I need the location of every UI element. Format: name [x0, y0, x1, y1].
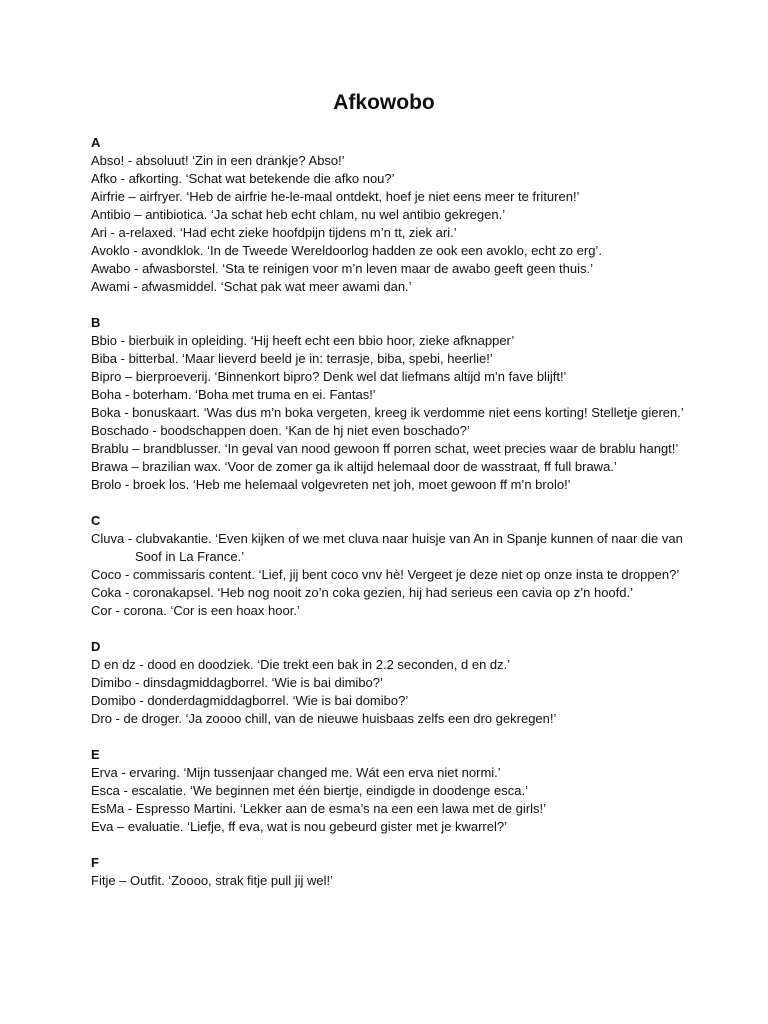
glossary-entry: Domibo - donderdagmiddagborrel. ‘Wie is bai domibo?’ — [91, 693, 409, 708]
glossary-entry: Ari - a-relaxed. ‘Had echt zieke hoofdpijn tijdens m’n tt, ziek ari.’ — [91, 225, 457, 240]
glossary-section-b — [91, 314, 691, 494]
glossary-entry: Erva - ervaring. ‘Mijn tussenjaar changed me. Wát een erva niet normi.’ — [91, 765, 501, 780]
section-letter: F — [91, 855, 99, 870]
glossary-entry: Awami - afwasmiddel. ‘Schat pak wat meer awami dan.’ — [91, 279, 412, 294]
glossary-entry: Abso! - absoluut! ‘Zin in een drankje? Abso!’ — [91, 153, 345, 168]
glossary-entry: Avoklo - avondklok. ‘In de Tweede Wereldoorlog hadden ze ook een avoklo, echt zo erg’. — [91, 243, 602, 258]
glossary-entry: Biba - bitterbal. ‘Maar lieverd beeld je in: terrasje, biba, spebi, heerlie!’ — [91, 351, 493, 366]
section-letter: E — [91, 747, 100, 762]
glossary-section-a — [91, 134, 691, 296]
glossary-section-f — [91, 854, 691, 890]
section-letter: C — [91, 513, 101, 528]
glossary-section-c — [91, 512, 691, 620]
glossary-entry: Airfrie – airfryer. ‘Heb de airfrie he-le-maal ontdekt, hoef je niet eens meer te frituren!’ — [91, 189, 580, 204]
section-letter: B — [91, 315, 101, 330]
glossary-entry: Boschado - boodschappen doen. ‘Kan de hj niet even boschado?’ — [91, 423, 470, 438]
glossary-entry: Antibio – antibiotica. ‘Ja schat heb echt chlam, nu wel antibio gekregen.’ — [91, 207, 506, 222]
glossary-entry: Brawa – brazilian wax. ‘Voor de zomer ga ik altijd helemaal door de wasstraat, ff full brawa.’ — [91, 459, 617, 474]
glossary-entry: Dimibo - dinsdagmiddagborrel. ‘Wie is bai dimibo?’ — [91, 675, 383, 690]
glossary-entry: Afko - afkorting. ‘Schat wat betekende die afko nou?’ — [91, 171, 395, 186]
glossary-entry: Brablu – brandblusser. ‘In geval van nood gewoon ff porren schat, weet precies waar de brablu hangt!’ — [91, 441, 679, 456]
glossary-entry: Coka - coronakapsel. ‘Heb nog nooit zo’n coka gezien, hij had serieus een cavia op z’n hoofd.’ — [91, 585, 634, 600]
glossary-entry: Boha - boterham. ‘Boha met truma en ei. Fantas!’ — [91, 387, 376, 402]
glossary-entry: Eva – evaluatie. ‘Liefje, ff eva, wat is nou gebeurd gister met je kwarrel?’ — [91, 819, 507, 834]
glossary-entry: D en dz - dood en doodziek. ‘Die trekt een bak in 2.2 seconden, d en dz.’ — [91, 657, 511, 672]
glossary-entry: Dro - de droger. ‘Ja zoooo chill, van de nieuwe huisbaas zelfs een dro gekregen!’ — [91, 711, 557, 726]
glossary-entry: EsMa - Espresso Martini. ‘Lekker aan de esma’s na een een lawa met de girls!’ — [91, 801, 546, 816]
glossary-entry: Boka - bonuskaart. ‘Was dus m’n boka vergeten, kreeg ik verdomme niet eens korting! Stelletje gieren.’ — [91, 405, 684, 420]
glossary-entry: Cluva - clubvakantie. ‘Even kijken of we met cluva naar huisje van An in Spanje kunnen of naar die van Soof in La France.’ — [91, 531, 683, 564]
glossary-body — [91, 134, 691, 908]
glossary-section-d — [91, 638, 691, 728]
glossary-entry: Coco - commissaris content. ‘Lief, jij bent coco vnv hè! Vergeet je deze niet op onze insta te droppen?’ — [91, 567, 680, 582]
glossary-entry: Fitje – Outfit. ‘Zoooo, strak fitje pull jij wel!’ — [91, 873, 334, 888]
page-title: Afkowobo — [333, 91, 435, 114]
glossary-entry: Cor - corona. ‘Cor is een hoax hoor.’ — [91, 603, 300, 618]
glossary-section-e — [91, 746, 691, 836]
section-letter: D — [91, 639, 101, 654]
glossary-entry: Esca - escalatie. ‘We beginnen met één biertje, eindigde in doodenge esca.’ — [91, 783, 528, 798]
glossary-entry: Brolo - broek los. ‘Heb me helemaal volgevreten net joh, moet gewoon ff m’n brolo!’ — [91, 477, 571, 492]
glossary-entry: Awabo - afwasborstel. ‘Sta te reinigen voor m’n leven maar de awabo geeft geen thuis.’ — [91, 261, 593, 276]
glossary-entry: Bbio - bierbuik in opleiding. ‘Hij heeft echt een bbio hoor, zieke afknapper’ — [91, 333, 515, 348]
section-letter: A — [91, 135, 101, 150]
glossary-entry: Bipro – bierproeverij. ‘Binnenkort bipro? Denk wel dat liefmans altijd m’n fave blijft!’ — [91, 369, 567, 384]
